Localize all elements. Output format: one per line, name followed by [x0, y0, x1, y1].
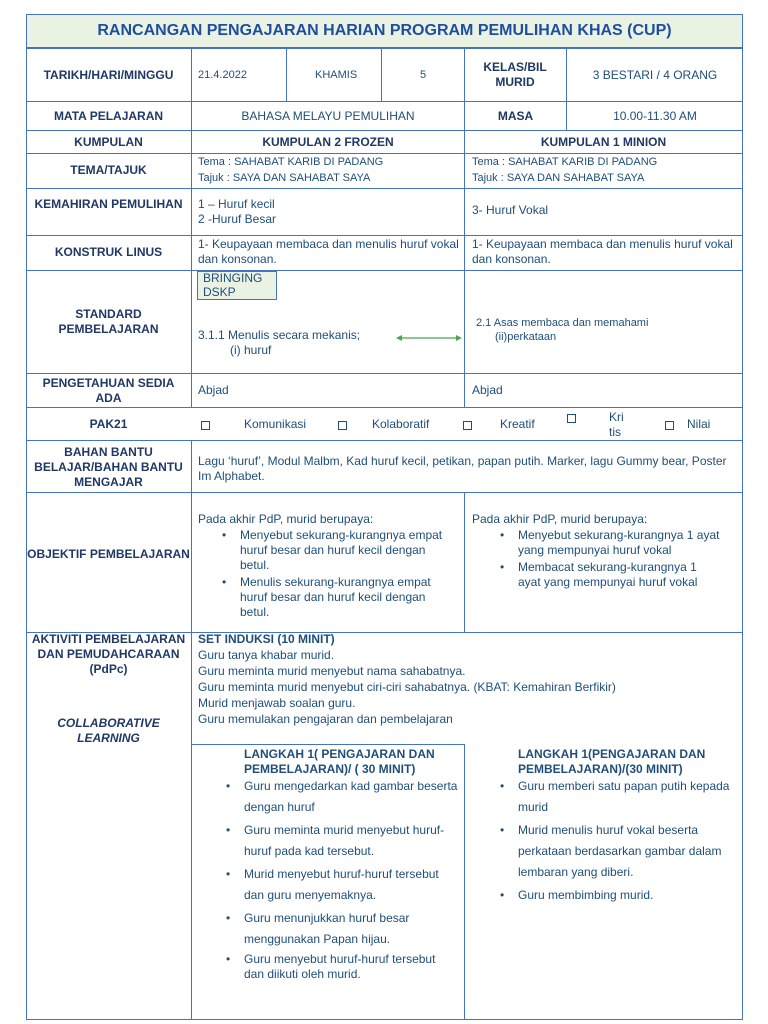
list-item: • Guru meminta murid menyebut huruf-huruf pada kad tersebut.	[220, 820, 458, 862]
g1-step-title: LANGKAH 1(PENGAJARAN DAN PEMBELAJARAN)/(30 MINIT)	[518, 747, 706, 776]
g2-skill-1: 1 – Huruf kecil	[198, 197, 275, 211]
materials-value: Lagu ‘huruf’, Modul Malbm, Kad huruf kecil, petikan, papan putih. Marker, lagu Gummy bear, Poster Im Alphabet.	[198, 454, 727, 483]
g1-linus: 1- Keupayaan membaca dan menulis huruf vokal dan konsonan.	[472, 237, 733, 266]
g2-standard-2: (i) huruf	[230, 343, 272, 357]
g2-tema: Tema : SAHABAT KARIB DI PADANG	[198, 156, 384, 168]
g2-objective-list	[216, 528, 456, 620]
list-item: • Menyebut sekurang-kurangnya 1 ayat yang mempunyai huruf vokal	[494, 528, 722, 558]
g2-skill-2: 2 -Huruf Besar	[198, 212, 277, 226]
linus-label: KONSTRUK LINUS	[54, 245, 163, 259]
g1-tajuk: Tajuk : SAYA DAN SAHABAT SAYA	[472, 172, 645, 184]
g2-linus: 1- Keupayaan membaca dan menulis huruf vokal dan konsonan.	[198, 237, 459, 266]
g2-prior: Abjad	[198, 383, 229, 397]
g2-objective-intro: Pada akhir PdP, murid berupaya:	[198, 512, 374, 526]
g1-step-list	[494, 776, 732, 906]
g2-standard-1: 3.1.1 Menulis secara mekanis;	[198, 328, 361, 342]
pak21-checkbox-3[interactable]	[463, 421, 472, 430]
list-item: • Menyebut sekurang-kurangnya empat huruf besar dan huruf kecil dengan betul.	[216, 528, 456, 573]
list-item: • Murid menyebut huruf-huruf tersebut dan guru menyemaknya.	[220, 864, 458, 906]
g1-objective-intro: Pada akhir PdP, murid berupaya:	[472, 512, 648, 526]
skill-label: KEMAHIRAN PEMULIHAN	[34, 197, 183, 211]
pak21-item-5: Nilai	[687, 417, 711, 431]
pak21-item-4: Kri tis	[609, 410, 624, 439]
g1-standard-1: 2.1 Asas membaca dan memahami	[476, 317, 649, 329]
time-value: 10.00-11.30 AM	[613, 109, 697, 123]
page-title: RANCANGAN PENGAJARAN HARIAN PROGRAM PEMULIHAN KHAS (CUP)	[97, 22, 672, 39]
pak21-checkbox-2[interactable]	[338, 421, 347, 430]
time-label: MASA	[497, 109, 534, 123]
class-label: KELAS/BIL MURID	[483, 60, 547, 89]
g1-tema: Tema : SAHABAT KARIB DI PADANG	[472, 156, 658, 168]
list-item: • Guru menyebut huruf-huruf tersebut dan diikuti oleh murid.	[220, 952, 458, 982]
group-label: KUMPULAN	[74, 135, 143, 149]
g1-standard-2: (ii)perkataan	[495, 331, 557, 343]
induksi-line: Guru memulakan pengajaran dan pembelajaran	[198, 712, 453, 726]
g1-prior: Abjad	[472, 383, 503, 397]
materials-label: BAHAN BANTU BELAJAR/BAHAN BANTU MENGAJAR	[34, 445, 183, 489]
induksi-line: Guru meminta murid menyebut nama sahabatnya.	[198, 664, 466, 678]
link-arrow-icon	[396, 332, 462, 344]
date-label: TARIKH/HARI/MINGGU	[43, 68, 174, 82]
list-item: • Murid menulis huruf vokal beserta perkataan berdasarkan gambar dalam lembaran yang diberi.	[494, 820, 732, 883]
group1-name: KUMPULAN 1 MINION	[540, 135, 667, 149]
induksi-line: Guru meminta murid menyebut ciri-ciri sahabatnya. (KBAT: Kemahiran Berfikir)	[198, 680, 616, 694]
date-value: 21.4.2022	[198, 69, 247, 81]
subject-value: BAHASA MELAYU PEMULIHAN	[241, 109, 415, 123]
list-item: • Guru mengedarkan kad gambar beserta dengan huruf	[220, 776, 458, 818]
day-value: KHAMIS	[315, 69, 358, 81]
standard-label: STANDARD PEMBELAJARAN	[58, 307, 159, 336]
prior-label: PENGETAHUAN SEDIA ADA	[42, 376, 175, 405]
bringing-dskp: BRINGING DSKP	[203, 271, 263, 299]
list-item: • Membacat sekurang-kurangnya 1 ayat yang mempunyai huruf vokal	[494, 560, 722, 590]
induksi-line: Guru tanya khabar murid.	[198, 648, 335, 662]
objective-label: OBJEKTIF PEMBELAJARAN	[27, 547, 190, 561]
pak21-item-1: Komunikasi	[244, 417, 307, 431]
list-item: • Guru menunjukkan huruf besar menggunakan Papan hijau.	[220, 908, 458, 950]
theme-label: TEMA/TAJUK	[70, 163, 147, 177]
pak21-checkbox-1[interactable]	[201, 421, 210, 430]
subject-label: MATA PELAJARAN	[53, 109, 164, 123]
g1-skill: 3- Huruf Vokal	[472, 203, 549, 217]
g1-objective-list	[494, 528, 722, 590]
pak21-checkbox-5[interactable]	[665, 421, 674, 430]
g2-step-title: LANGKAH 1( PENGAJARAN DAN PEMBELAJARAN)/ ( 30 MINIT)	[244, 747, 435, 776]
list-item: • Guru membimbing murid.	[494, 885, 732, 906]
pak21-label: PAK21	[89, 417, 128, 431]
induksi-line: Murid menjawab soalan guru.	[198, 696, 356, 710]
group2-name: KUMPULAN 2 FROZEN	[262, 135, 394, 149]
activity-label-2: COLLABORATIVE LEARNING	[57, 716, 160, 745]
pak21-checkbox-4[interactable]	[567, 414, 576, 423]
pak21-item-3: Kreatif	[500, 417, 535, 431]
induksi-title: SET INDUKSI (10 MINIT)	[198, 632, 335, 646]
activity-label: AKTIVITI PEMBELAJARAN DAN PEMUDAHCARAAN (PdPc)	[31, 632, 186, 676]
pak21-item-2: Kolaboratif	[372, 417, 430, 431]
class-value: 3 BESTARI / 4 ORANG	[592, 68, 718, 82]
list-item: • Menulis sekurang-kurangnya empat huruf besar dan huruf kecil dengan betul.	[216, 575, 456, 620]
g2-tajuk: Tajuk : SAYA DAN SAHABAT SAYA	[198, 172, 371, 184]
list-item: • Guru memberi satu papan putih kepada murid	[494, 776, 732, 818]
g2-step-list	[220, 776, 458, 982]
week-value: 5	[420, 69, 427, 81]
